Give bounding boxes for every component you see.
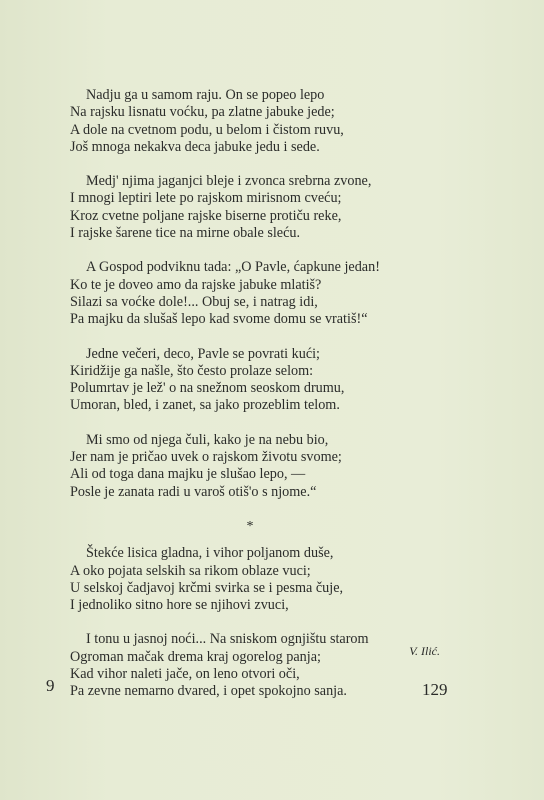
- poem-part-one: [70, 87, 490, 501]
- verse-line: I mnogi leptiri lete po rajskom mirisnom cveću;: [70, 190, 342, 207]
- verse-line: A oko pojata selskih sa rikom oblaze vuci;: [70, 562, 311, 579]
- verse-line: Štekće lisica gladna, i vihor poljanom duše,: [86, 545, 334, 562]
- verse-line: I tonu u jasnoj noći... Na sniskom ognjištu starom: [86, 631, 369, 648]
- verse-line: I jednoliko sitno hore se njihovi zvuci,: [70, 597, 289, 614]
- verse-line: Kroz cvetne poljane rajske biserne protiču reke,: [70, 207, 342, 224]
- verse-line: Nadju ga u samom raju. On se popeo lepo: [86, 87, 325, 103]
- page-number: 129: [422, 680, 448, 699]
- verse-line: Još mnoga nekakva deca jabuke jedu i sede.: [70, 138, 320, 155]
- verse-line: Kad vihor naleti jače, on leno otvori oči,: [70, 666, 300, 683]
- section-separator: *: [246, 518, 254, 534]
- stanza: [70, 432, 490, 501]
- verse-line: U selskoj čadjavoj krčmi svirka se i pesma čuje,: [70, 579, 344, 596]
- verse-line: Pa majku da slušaš lepo kad svome domu se vratiš!“: [70, 311, 368, 328]
- verse-line: Kiridžije ga našle, što često prolaze selom:: [70, 362, 314, 379]
- verse-line: Polumrtav je lež' o na snežnom seoskom drumu,: [70, 380, 345, 397]
- stanza: [70, 346, 490, 415]
- stanza: [70, 87, 490, 156]
- verse-line: Umoran, bled, i zanet, sa jako prozeblim telom.: [70, 397, 340, 414]
- verse-line: I rajske šarene tice na mirne obale sleću.: [70, 225, 301, 242]
- verse-line: Na rajsku lisnatu voćku, pa zlatne jabuke jede;: [70, 104, 335, 121]
- poem-body: [70, 87, 490, 718]
- signature-mark: 9: [46, 676, 55, 695]
- verse-line: Medj' njima jaganjci bleje i zvonca srebrna zvone,: [86, 173, 372, 190]
- verse-line: Ali od toga dana majku je slušao lepo, —: [70, 466, 306, 483]
- verse-line: A Gospod podviknu tada: „O Pavle, ćapkune jedan!: [86, 259, 380, 276]
- verse-line: Jer nam je pričao uvek o rajskom životu svome;: [70, 449, 342, 466]
- stanza: [70, 545, 490, 614]
- author-signature: V. Ilić.: [409, 644, 440, 658]
- verse-line: Ko te je doveo amo da rajske jabuke mlatiš?: [70, 276, 322, 293]
- verse-line: Jedne večeri, deco, Pavle se povrati kući;: [86, 345, 321, 362]
- verse-line: Posle je zanata radi u varoš otiš'o s njome.“: [70, 483, 317, 500]
- verse-line: Ogroman mačak drema kraj ogorelog panja;: [70, 648, 321, 665]
- verse-line: Pa zevne nemarno dvared, i opet spokojno sanja.: [70, 683, 347, 700]
- verse-line: Mi smo od njega čuli, kako je na nebu bio,: [86, 431, 329, 448]
- stanza: [70, 259, 490, 328]
- verse-line: A dole na cvetnom podu, u belom i čistom ruvu,: [70, 121, 344, 138]
- stanza: [70, 173, 490, 242]
- poem-part-two: [70, 545, 490, 700]
- verse-line: Silazi sa voćke dole!... Obuj se, i natrag idi,: [70, 293, 318, 310]
